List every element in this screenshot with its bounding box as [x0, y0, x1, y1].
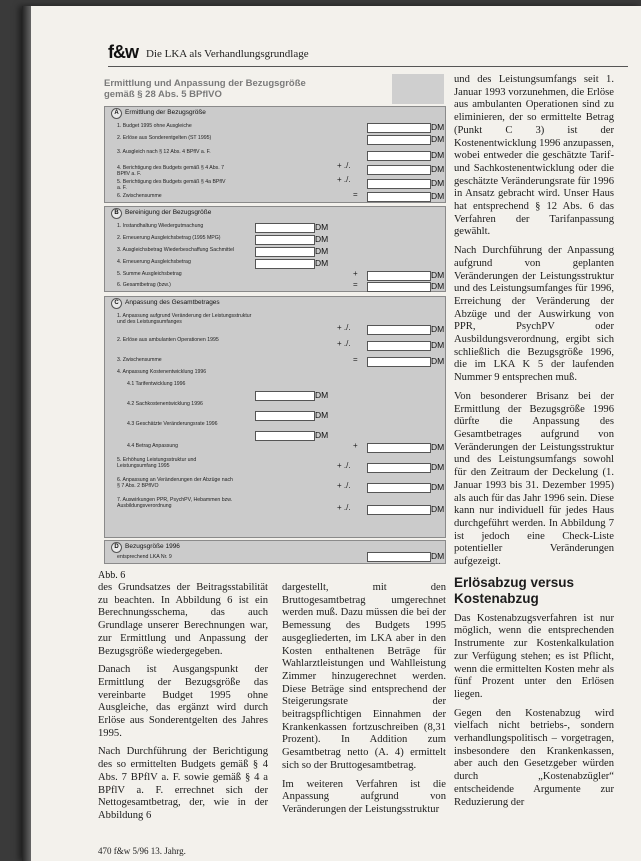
paragraph: Gegen den Kostenabzug wird vielfach nicht betriebs-, sondern verhandlungspolitisch – vorgetragen, insbesondere den Krankenkassen, aber auch den Gesetzgeber würden durch „Kostenabzügler“ entscheidende Argumente zur Reduzierung der	[454, 707, 614, 808]
currency-label: DM	[431, 442, 445, 452]
form-row: 4.1 Tarifentwicklung 1996	[127, 381, 186, 387]
amount-field	[367, 192, 431, 202]
currency-label: DM	[315, 390, 329, 400]
page-binding-edge	[22, 6, 31, 861]
form-row: 4. Berichtigung des Budgets gemäß § 4 Abs. 7 BPflV a. F.	[117, 165, 224, 177]
form-row: 6. Anpassung an Veränderungen der Abzüge nach § 7 Abs. 2 BPflVO	[117, 477, 233, 489]
amount-field	[255, 259, 315, 269]
form-section-a	[104, 106, 446, 203]
form-row: 4. Erneuerung Ausgleichsbetrag	[117, 259, 191, 265]
form-row: 4.4 Betrag Anpassung	[127, 443, 179, 449]
currency-label: DM	[431, 191, 445, 201]
operator: + ./.	[337, 503, 351, 512]
paragraph: Im weiteren Verfahren ist die Anpassung aufgrund von Veränderungen der Leistungsstruktur	[282, 778, 446, 815]
form-row: entsprechend LKA Nr. 9	[117, 554, 172, 560]
operator: + ./.	[337, 161, 351, 170]
form-row: 1. Instandhaltung Wiedergutmachung	[117, 223, 204, 229]
amount-field	[367, 483, 431, 493]
section-heading: C Anpassung des Gesamtbetrages	[111, 298, 220, 309]
form-row: 1. Budget 1995 ohne Ausgleiche	[117, 123, 192, 129]
section-heading: A Ermittlung der Bezugsgröße	[111, 108, 206, 119]
text-column-left	[98, 582, 268, 829]
currency-label: DM	[315, 258, 329, 268]
currency-label: DM	[431, 551, 445, 561]
amount-field	[367, 282, 431, 292]
currency-label: DM	[431, 356, 445, 366]
operator: =	[353, 280, 358, 289]
operator: + ./.	[337, 175, 351, 184]
paragraph: Das Kostenabzugsverfahren ist nur möglich, wenn die entsprechenden Instrumente zur Kostenkalkulation zur Verfügung stehen; es ist Pflicht, wenn die ermittelten Kosten mehr als fünf Prozent unter den Erlösen liegen.	[454, 612, 614, 700]
amount-field	[367, 341, 431, 351]
operator: + ./.	[337, 461, 351, 470]
amount-field	[367, 179, 431, 189]
currency-label: DM	[315, 234, 329, 244]
form-row: 2. Erlöse aus ambulanten Operationen 1995	[117, 337, 219, 343]
text-column-middle	[282, 582, 446, 823]
currency-label: DM	[431, 340, 445, 350]
amount-field	[367, 135, 431, 145]
operator: + ./.	[337, 323, 351, 332]
figure-form	[92, 74, 445, 564]
amount-field	[255, 391, 315, 401]
form-row: 7. Auswirkungen PPR, PsychPV, Hebammen bzw. Ausbildungsverordnung	[117, 497, 233, 509]
form-row: 3. Zwischensumme	[117, 357, 162, 363]
currency-label: DM	[315, 246, 329, 256]
amount-field	[367, 443, 431, 453]
amount-field	[367, 271, 431, 281]
operator: =	[353, 355, 358, 364]
section-heading: Erlösabzug versus Kostenabzug	[454, 574, 575, 606]
section-heading: B Bereinigung der Bezugsgröße	[111, 208, 211, 219]
form-row: 4. Anpassung Kostenentwicklung 1996	[117, 369, 207, 375]
section-heading: D Bezugsgröße 1996	[111, 542, 180, 553]
currency-label: DM	[315, 410, 329, 420]
amount-field	[255, 235, 315, 245]
amount-field	[367, 151, 431, 161]
form-section-d	[104, 540, 446, 564]
form-row: 5. Summe Ausgleichsbetrag	[117, 271, 182, 277]
paragraph: des Grundsatzes der Beitragsstabilität zu beachten. In Abbildung 6 ist ein Berechnungsschema, das auch Grundlage unserer Berechnungen war, zur Ermittlung und Anpassung der Bezugsgröße wiedergegeben.	[98, 582, 268, 657]
text-column-right	[454, 74, 614, 815]
paragraph: Von besonderer Brisanz bei der Ermittlung der Bezugsgröße 1996 dürfte die Anpassung des Gesamtbetrages aufgrund von Veränderungen der Leistungsstruktur und des Leistungsumfangs sowohl für den Zeitraum der Deckelung (1. Januar 1993 bis 31. Dezember 1995) als auch für das Jahr 1996 sein. Diese kann nur individuell für jedes Haus durchgeführt werden. In Abbildung 7 ist jedoch eine Check-Liste potentieller Veränderungen aufgezeigt.	[454, 390, 614, 568]
paragraph: Nach Durchführung der Anpassung aufgrund von geplanten Veränderungen der Leistungsstruktur und des Leistungsumfanges für 1996, Erreichung der Veränderung der Abzüge und der Auswirkung von PPR, PsychPV oder Ausbildungsverordnung, ergibt sich schließlich die Bezugsgröße 1996, die im LKA K 5 der laufenden Nummer 9 entsprechen muß.	[454, 245, 614, 384]
form-decoration	[392, 74, 444, 104]
amount-field	[367, 123, 431, 133]
figure-caption: Abb. 6	[98, 570, 126, 581]
form-section-c	[104, 296, 446, 538]
operator: =	[353, 190, 358, 199]
amount-field	[367, 165, 431, 175]
amount-field	[367, 357, 431, 367]
amount-field	[255, 247, 315, 257]
form-section-b	[104, 206, 446, 292]
page-footer: 470 f&w 5/96 13. Jahrg.	[98, 846, 186, 856]
currency-label: DM	[431, 462, 445, 472]
amount-field	[255, 431, 315, 441]
operator: + ./.	[337, 339, 351, 348]
currency-label: DM	[431, 150, 445, 160]
currency-label: DM	[431, 324, 445, 334]
form-row: 5. Erhöhung Leistungsstruktur und Leistungsumfang 1995	[117, 457, 197, 469]
form-row: 3. Ausgleich nach § 12 Abs. 4 BPflV a. F.	[117, 149, 211, 155]
journal-logo: f&w	[108, 42, 138, 62]
currency-label: DM	[431, 504, 445, 514]
amount-field	[367, 505, 431, 515]
currency-label: DM	[431, 134, 445, 144]
paragraph: dargestellt, mit den Bruttogesamtbetrag umgerechnet werden muß. Dazu müssen die bei der Bemessung des Budgets 1995 ausgegliederten, im LKA aber in den Kosten enthaltenen Beträge für Wahlarztleistungen und Wahlleistung Zimmer hinzugerechnet werden. Diese Beträge sind entsprechend der Steigerungsrate der beitragspflichtigen Einnahmen der Krankenkassen fortzuschreiben (8,31 Prozent). In Addition zum Gesamtbetrag netto (A. 4) ermittelt sich so der Bruttogesamtbetrag.	[282, 582, 446, 771]
currency-label: DM	[431, 164, 445, 174]
amount-field	[367, 552, 431, 562]
form-row: 2. Erneuerung Ausgleichsbetrag (1995 MPG)	[117, 235, 221, 241]
currency-label: DM	[431, 270, 445, 280]
amount-field	[255, 223, 315, 233]
currency-label: DM	[431, 281, 445, 291]
form-row: 4.2 Sachkostenentwicklung 1996	[127, 401, 203, 407]
form-title: Ermittlung und Anpassung der Bezugsgröße gemäß § 28 Abs. 5 BPflVO	[104, 78, 306, 100]
form-row: 6. Zwischensumme	[117, 193, 162, 199]
operator: +	[353, 269, 358, 278]
paragraph: und des Leistungsumfangs seit 1. Januar 1993 vorzunehmen, die Erlöse aus ambulanten Operationen sind zu eliminieren, der so ermittelte Betrag (Punkt C 3) ist der Kostenentwicklung 1996 anzupassen, wobei entweder die geschätzte Tarif- und Sachkostenentwicklung oder die geschätzte Veränderungsrate für 1996 in Ansatz gebracht wird. Unser Haus hat entsprechend § 12 Abs. 6 das Verfahren der Tarifanpassung gewählt.	[454, 74, 614, 238]
operator: +	[353, 441, 358, 450]
paragraph: Danach ist Ausgangspunkt der Ermittlung der Bezugsgröße das vereinbarte Budget 1995 ohne Ausgleiche, das ergänzt wird durch Erlöse aus Sonderentgelten des Jahres 1995.	[98, 664, 268, 739]
form-row: 1. Anpassung aufgrund Veränderung der Leistungsstruktur und des Leistungsumfanges	[117, 313, 252, 325]
operator: + ./.	[337, 481, 351, 490]
page-header	[108, 44, 628, 67]
form-row: 5. Berichtigung des Budgets gemäß § 4a BPflV a. F.	[117, 179, 226, 191]
currency-label: DM	[315, 222, 329, 232]
running-title: Die LKA als Verhandlungsgrundlage	[146, 48, 309, 60]
form-row: 3. Ausgleichsbetrag Wiederbeschaffung Sachmittel	[117, 247, 234, 253]
form-row: 4.3 Geschätzte Veränderungsrate 1996	[127, 421, 218, 427]
currency-label: DM	[431, 482, 445, 492]
form-row: 2. Erlöse aus Sonderentgelten (ST 1995)	[117, 135, 212, 141]
paragraph: Nach Durchführung der Berichtigung des so ermittelten Budgets gemäß § 4 Abs. 7 BPflV a. F. sowie gemäß § 4 a BPflV a. F. errechnet sich der Nettogesamtbetrag, der, wie in der Abbildung 6	[98, 746, 268, 821]
currency-label: DM	[431, 178, 445, 188]
amount-field	[367, 325, 431, 335]
currency-label: DM	[431, 122, 445, 132]
amount-field	[367, 463, 431, 473]
form-row: 6. Gesamtbetrag (bzw.)	[117, 282, 171, 288]
currency-label: DM	[315, 430, 329, 440]
amount-field	[255, 411, 315, 421]
